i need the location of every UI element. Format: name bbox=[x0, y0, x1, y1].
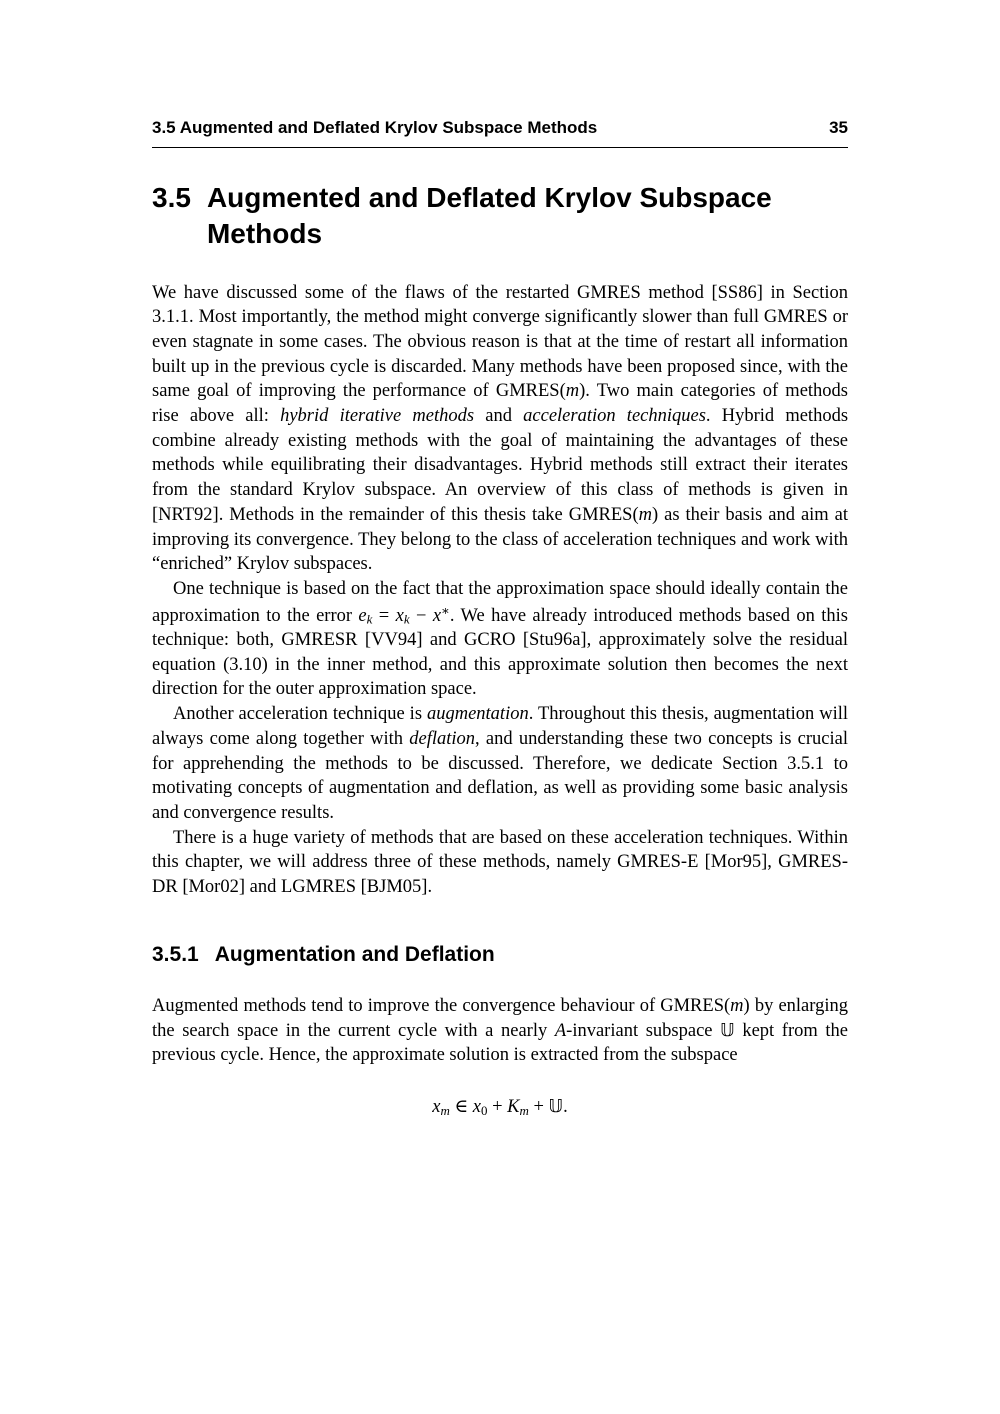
running-header-title: 3.5 Augmented and Deflated Krylov Subspace Methods bbox=[152, 118, 598, 137]
subsection-number: 3.5.1 bbox=[152, 942, 199, 966]
paragraph-intro: We have discussed some of the flaws of the restarted GMRES method [SS86] in Section 3.1.1. Most importantly, the method might converge significantly slower than full GMRES or even stagnate in some cases. The obvious reason is that at the time of restart all information built up in the previous cycle is discarded. Many methods have been proposed since, with the same goal of improving the performance of GMRES(m). Two main categories of methods rise above all: hybrid iterative methods and acceleration techniques. Hybrid methods combine already existing methods with the goal of maintaining the advantages of these methods while equilibrating their disadvantages. Hybrid methods still extract their iterates from the standard Krylov subspace. An overview of this class of methods is given in [NRT92]. Methods in the remainder of this thesis take GMRES(m) as their basis and aim at improving its convergence. They belong to the class of acceleration techniques and work with “enriched” Krylov subspaces. bbox=[152, 282, 849, 575]
paragraph-error-approximation: One technique is based on the fact that the approximation space should ideally contain the approximation to the error ek = xk − x∗. We have already introduced methods based on this technique: both, GMRESR [VV94] and GCRO [Stu96a], approximately solve the residual equation (3.10) in the inner method, and this approximate solution then becomes the next direction for the outer approximation space. bbox=[152, 578, 849, 700]
section-title: Augmented and Deflated Krylov Subspace Methods bbox=[206, 182, 772, 249]
running-header bbox=[152, 118, 848, 148]
display-equation: xm ∈ $x_0 + Km$ + 𝕌. bbox=[432, 1096, 568, 1118]
paragraph-method-variety: There is a huge variety of methods that are based on these acceleration techniques. Within this chapter, we will address three of these methods, namely GMRES-E [Mor95], GMRES-DR [Mor02] and LGMRES [BJM05]. bbox=[152, 827, 848, 897]
paragraph-augmented-methods: Augmented methods tend to improve the convergence behaviour of GMRES(m) by enlarging the search space in the current cycle with a nearly A-invariant subspace 𝕌 kept from the previous cycle. Hence, the approximate solution is extracted from the subspace bbox=[152, 995, 848, 1066]
section-heading bbox=[152, 180, 848, 252]
subsection-title: Augmentation and Deflation bbox=[214, 942, 495, 966]
paragraph-augmentation: Another acceleration technique is augmentation. Throughout this thesis, augmentation will always come along together with deflation, and understanding these two concepts is crucial for apprehending the methods to be discussed. Therefore, we dedicate Section 3.5.1 to motivating concepts of augmentation and deflation, as well as providing some basic analysis and convergence results. bbox=[152, 704, 849, 823]
subsection-heading bbox=[152, 942, 848, 968]
page-number: 35 bbox=[829, 118, 848, 137]
section-number: 3.5 bbox=[152, 182, 191, 213]
